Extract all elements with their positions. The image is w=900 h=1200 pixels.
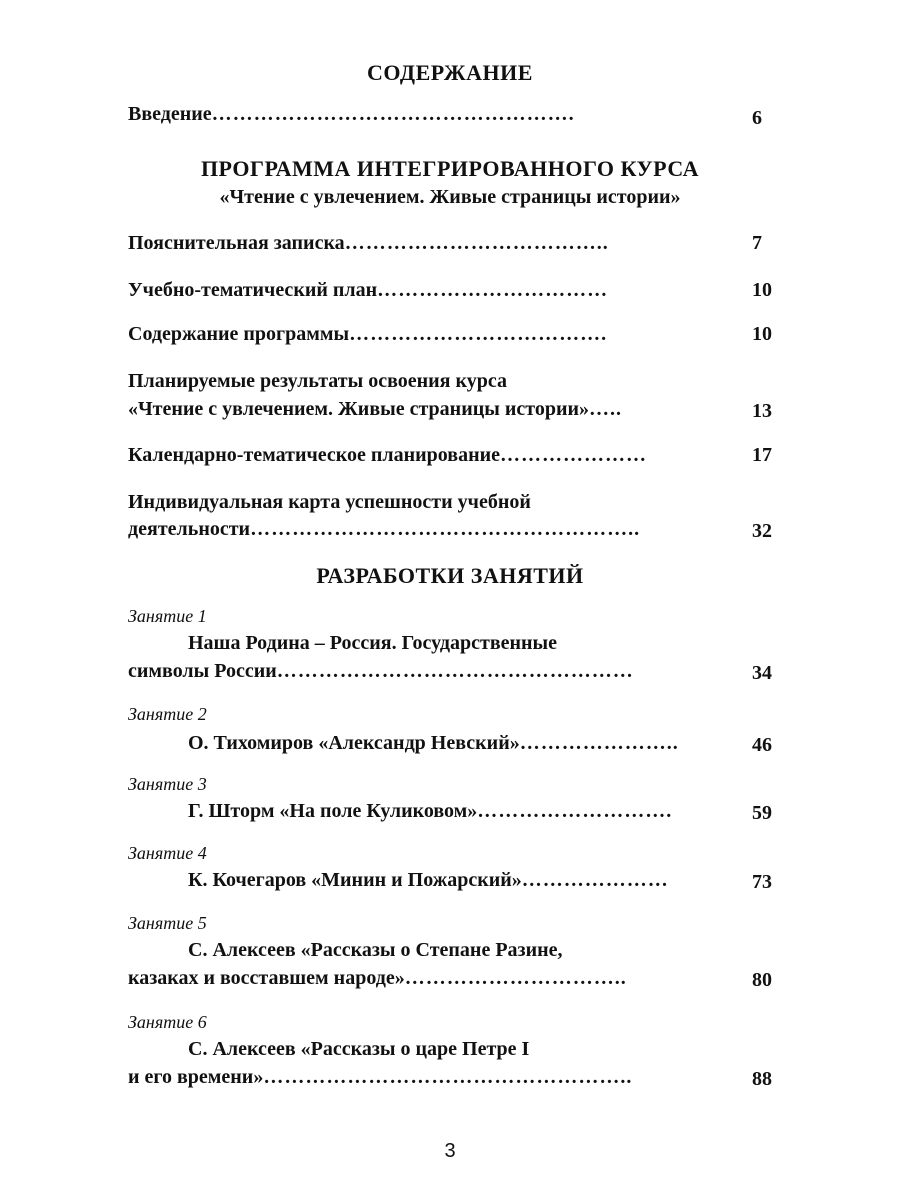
page-ref: 6 <box>752 107 762 129</box>
page-ref: 46 <box>752 734 772 756</box>
toc-entry-intro[interactable] <box>128 103 710 126</box>
entry-label: символы России <box>128 660 277 682</box>
toc-entry[interactable] <box>188 732 726 755</box>
leader-dots: …………………………………………….. <box>263 1066 633 1088</box>
toc-entry[interactable] <box>128 232 726 255</box>
page-number: 3 <box>444 1140 456 1162</box>
leader-dots: ……………………………….. <box>344 232 609 254</box>
entry-label: деятельности <box>128 518 251 540</box>
toc-entry[interactable] <box>128 1066 726 1089</box>
page-ref: 10 <box>752 279 772 301</box>
leader-dots: ……………………………………………. <box>211 103 575 125</box>
lesson-tag: Занятие 2 <box>128 704 207 724</box>
page-ref: 13 <box>752 400 772 422</box>
page-ref: 34 <box>752 662 772 684</box>
leader-dots: ……………………………………………….. <box>250 518 641 540</box>
page-ref: 10 <box>752 323 772 345</box>
program-heading: ПРОГРАММА ИНТЕГРИРОВАННОГО КУРСА <box>200 156 700 181</box>
entry-label: Учебно-тематический план <box>128 279 378 301</box>
toc-entry[interactable] <box>188 800 718 823</box>
toc-entry[interactable] <box>128 518 726 541</box>
lesson-title[interactable]: Наша Родина – Россия. Государственные <box>188 632 558 654</box>
page-ref: 7 <box>752 232 762 254</box>
lesson-tag: Занятие 4 <box>128 843 207 863</box>
entry-label: Пояснительная записка <box>128 232 345 254</box>
leader-dots: ………………………………. <box>349 323 608 345</box>
leader-dots: ………………… <box>521 869 669 891</box>
page-ref: 73 <box>752 871 772 893</box>
entry-label: Содержание программы <box>128 323 350 345</box>
leader-dots: ………………… <box>500 444 648 466</box>
toc-entry[interactable] <box>188 869 718 892</box>
toc-entry[interactable] <box>128 444 718 467</box>
leader-dots: …………………………… <box>377 279 609 301</box>
lesson-tag: Занятие 6 <box>128 1012 207 1032</box>
leader-dots: …………………………………………… <box>276 660 634 682</box>
lesson-tag: Занятие 3 <box>128 774 207 794</box>
entry-label-line1[interactable]: Индивидуальная карта успешности учебной <box>128 491 531 513</box>
program-subheading: «Чтение с увлечением. Живые страницы истории» <box>219 186 681 208</box>
leader-dots: ………………………….. <box>404 967 627 989</box>
page-ref: 59 <box>752 802 772 824</box>
toc-entry[interactable] <box>128 323 716 346</box>
leader-dots: ………………………. <box>477 800 673 822</box>
lesson-title[interactable]: С. Алексеев «Рассказы о царе Петре I <box>188 1038 530 1060</box>
entry-label: Календарно-тематическое планирование <box>128 444 501 466</box>
page-ref: 32 <box>752 520 772 542</box>
page-ref: 80 <box>752 969 772 991</box>
entry-label: «Чтение с увлечением. Живые страницы истории» <box>128 398 589 420</box>
toc-entry[interactable] <box>128 279 716 302</box>
entry-label: Введение <box>128 103 212 125</box>
toc-entry[interactable] <box>128 398 720 421</box>
page-ref: 88 <box>752 1068 772 1090</box>
entry-label: казаках и восставшем народе» <box>128 967 405 989</box>
toc-entry[interactable] <box>128 967 728 990</box>
toc-title: СОДЕРЖАНИЕ <box>367 60 533 85</box>
entry-label-line1[interactable]: Планируемые результаты освоения курса <box>128 370 507 392</box>
lesson-tag: Занятие 1 <box>128 606 207 626</box>
lesson-title: К. Кочегаров «Минин и Пожарский» <box>188 869 522 891</box>
leader-dots: ………………….. <box>519 732 679 754</box>
toc-entry[interactable] <box>128 660 718 683</box>
page-ref: 17 <box>752 444 772 466</box>
lesson-title: О. Тихомиров «Александр Невский» <box>188 732 520 754</box>
lesson-title: Г. Шторм «На поле Куликовом» <box>188 800 478 822</box>
lesson-title[interactable]: С. Алексеев «Рассказы о Степане Разине, <box>188 939 563 961</box>
lessons-heading: РАЗРАБОТКИ ЗАНЯТИЙ <box>316 563 584 588</box>
entry-label: и его времени» <box>128 1066 264 1088</box>
leader-dots: ….. <box>589 398 622 420</box>
lesson-tag: Занятие 5 <box>128 913 207 933</box>
